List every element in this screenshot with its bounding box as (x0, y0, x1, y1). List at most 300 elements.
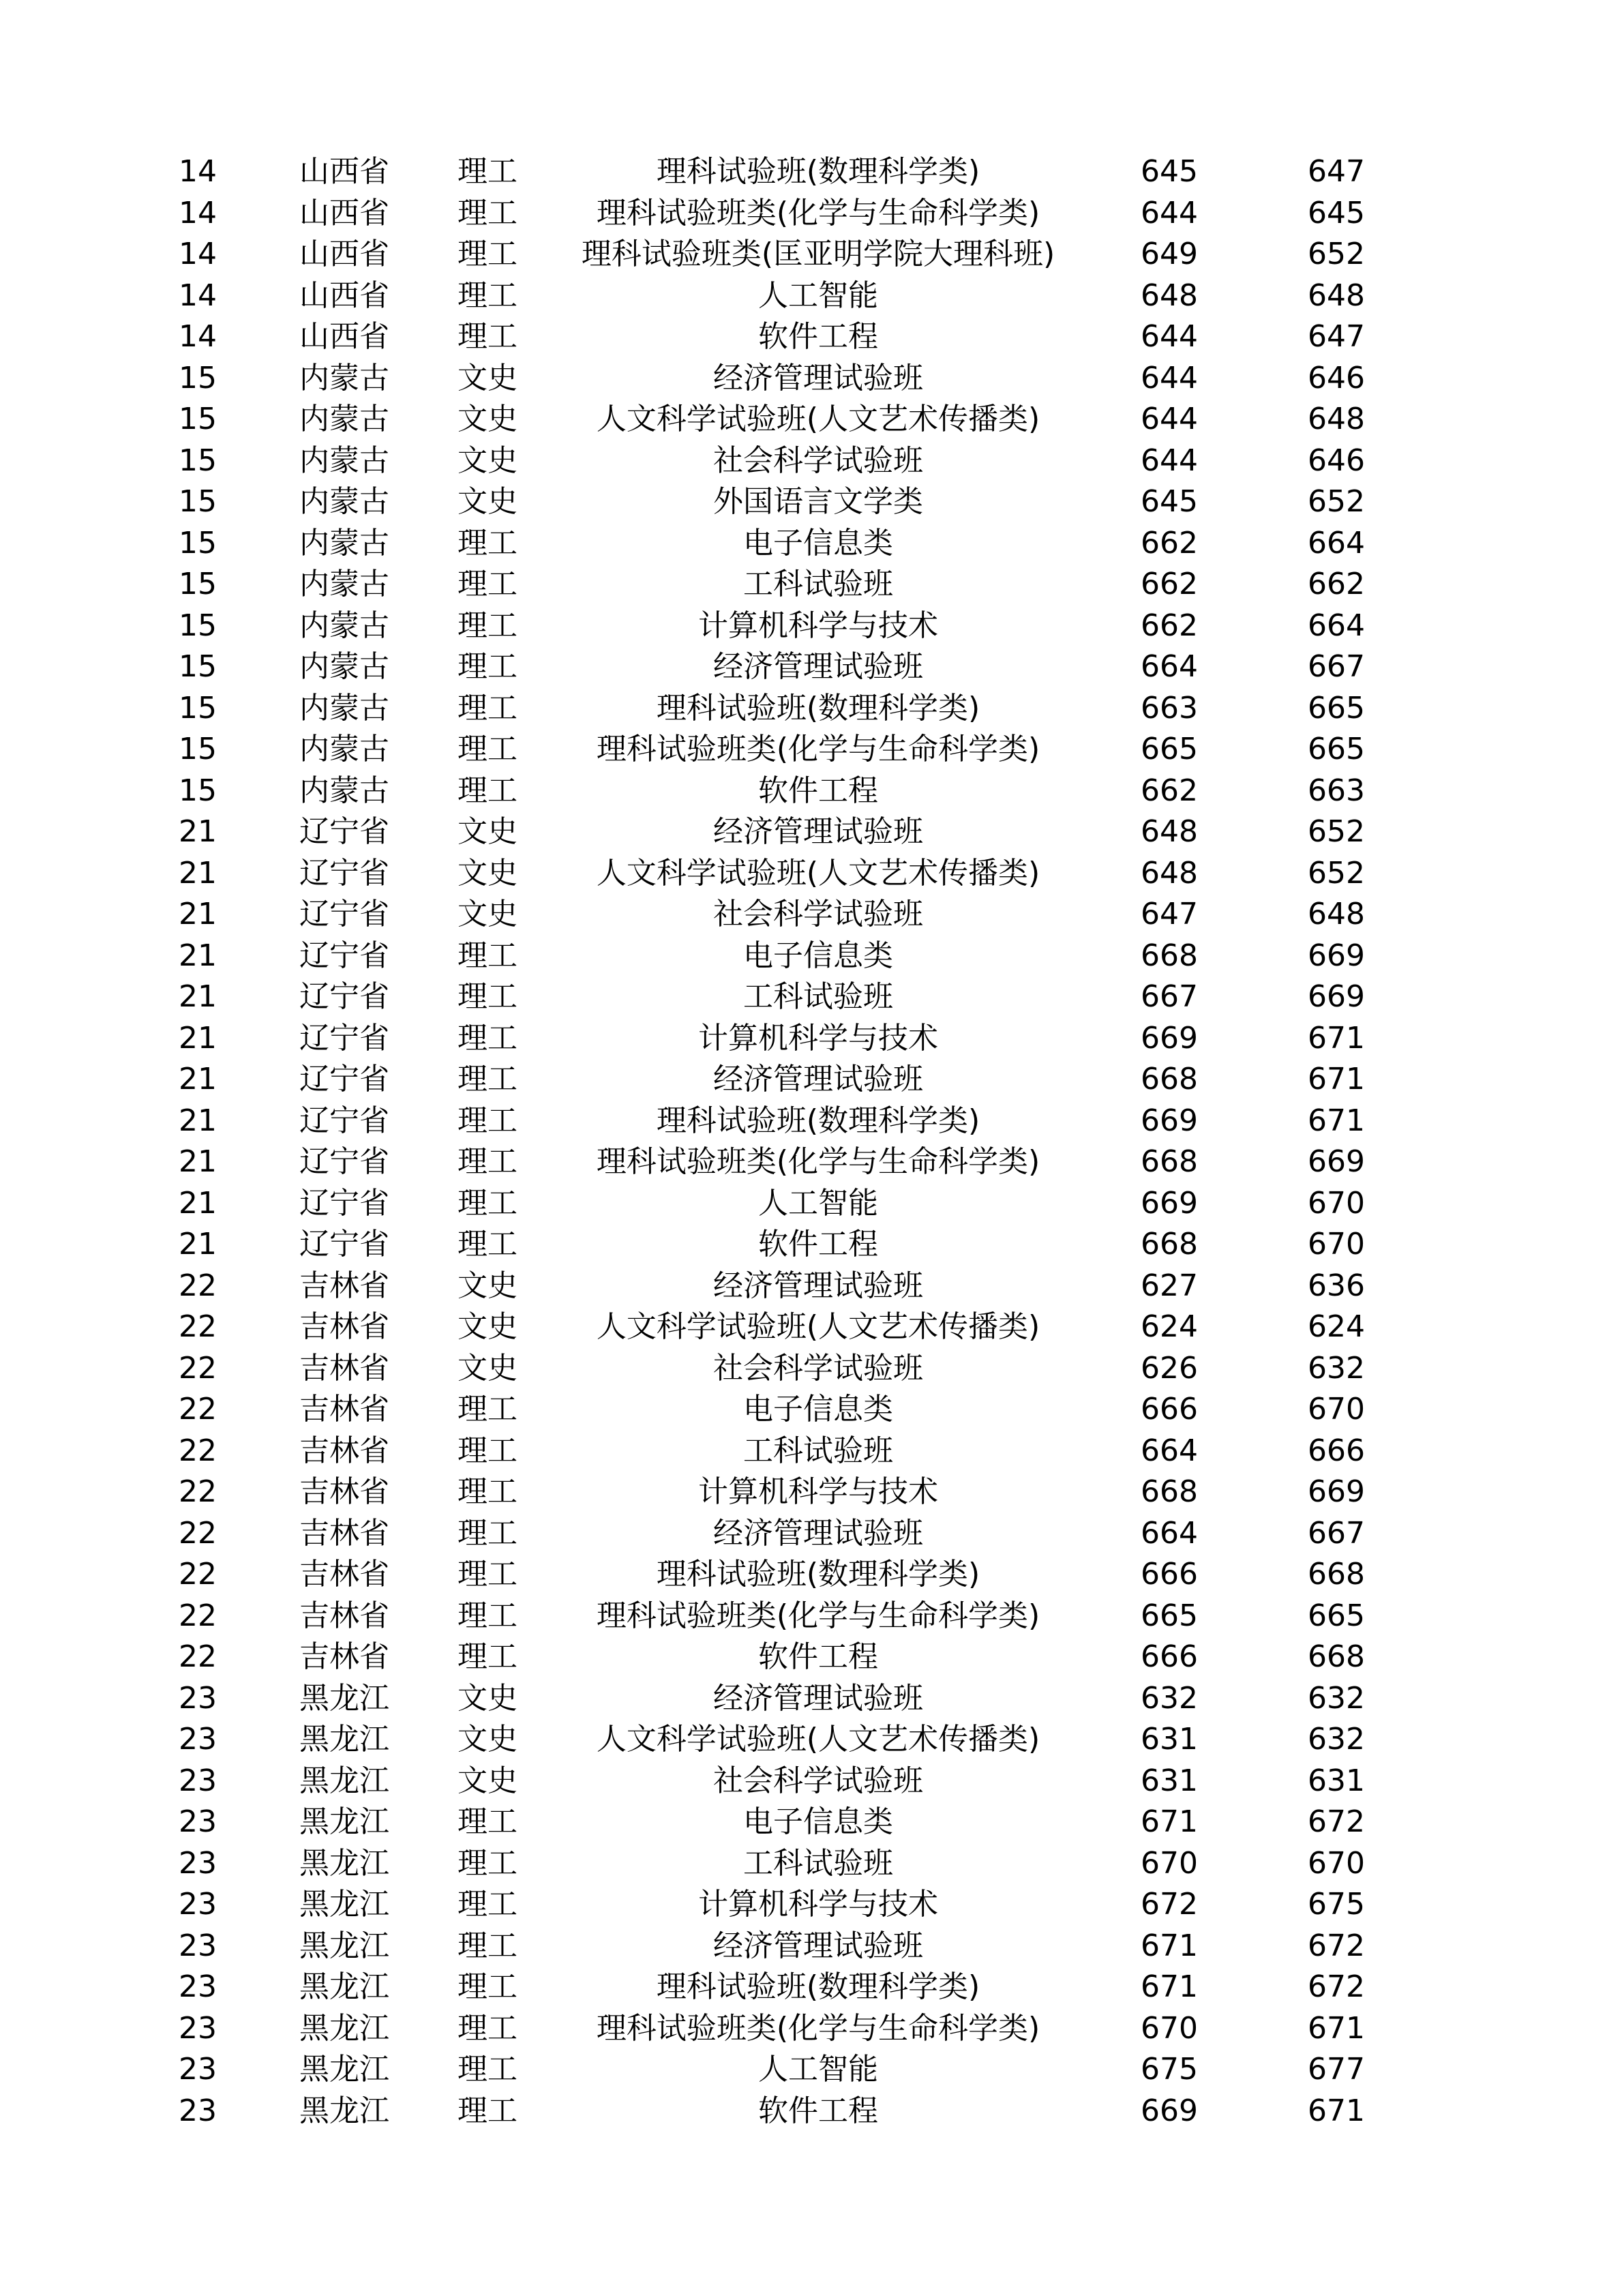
province-cell: 内蒙古 (299, 567, 389, 601)
province-code-cell: 15 (179, 690, 217, 726)
major-cell: 理科试验班(数理科学类) (656, 1969, 980, 2004)
min-score-cell: 664 (1141, 1515, 1198, 1551)
max-score-cell: 669 (1308, 979, 1365, 1014)
table-row (0, 729, 1622, 771)
max-score-cell: 664 (1308, 525, 1365, 561)
min-score-cell: 644 (1141, 319, 1198, 354)
min-score-cell: 671 (1141, 1969, 1198, 2004)
province-code-cell: 21 (179, 1103, 217, 1138)
major-cell: 理科试验班类(化学与生命科学类) (596, 732, 1040, 766)
province-code-cell: 21 (179, 897, 217, 931)
table-row (0, 1596, 1622, 1637)
province-code-cell: 21 (179, 1144, 217, 1179)
province-cell: 黑龙江 (299, 1722, 389, 1757)
province-cell: 吉林省 (299, 1309, 389, 1344)
province-cell: 山西省 (299, 319, 389, 354)
major-cell: 外国语言文学类 (713, 484, 923, 519)
subject-category-cell: 文史 (457, 855, 517, 891)
province-code-cell: 23 (179, 1763, 217, 1798)
subject-category-cell: 理工 (457, 1433, 517, 1468)
subject-category-cell: 理工 (457, 525, 517, 561)
min-score-cell: 644 (1141, 402, 1198, 436)
max-score-cell: 646 (1308, 360, 1365, 396)
table-row (0, 1307, 1622, 1348)
min-score-cell: 626 (1141, 1350, 1198, 1386)
max-score-cell: 648 (1308, 402, 1365, 436)
min-score-cell: 669 (1141, 1185, 1198, 1221)
min-score-cell: 668 (1141, 1062, 1198, 1097)
major-cell: 理科试验班(数理科学类) (656, 154, 980, 189)
province-cell: 黑龙江 (299, 1804, 389, 1839)
min-score-cell: 662 (1141, 525, 1198, 561)
subject-category-cell: 理工 (457, 1969, 517, 2004)
table-row (0, 1224, 1622, 1266)
subject-category-cell: 文史 (457, 1309, 517, 1344)
province-code-cell: 22 (179, 1474, 217, 1509)
major-cell: 理科试验班(数理科学类) (656, 690, 980, 726)
province-code-cell: 22 (179, 1392, 217, 1427)
subject-category-cell: 文史 (457, 897, 517, 931)
table-row (0, 1101, 1622, 1142)
major-cell: 计算机科学与技术 (698, 1020, 938, 1056)
table-row (0, 193, 1622, 235)
max-score-cell: 645 (1308, 195, 1365, 230)
subject-category-cell: 理工 (457, 1062, 517, 1097)
province-code-cell: 15 (179, 402, 217, 436)
max-score-cell: 672 (1308, 1969, 1365, 2004)
subject-category-cell: 理工 (457, 237, 517, 271)
subject-category-cell: 理工 (457, 1639, 517, 1674)
subject-category-cell: 文史 (457, 484, 517, 519)
province-code-cell: 21 (179, 1020, 217, 1056)
table-row (0, 1142, 1622, 1183)
major-cell: 软件工程 (758, 1227, 878, 1262)
major-cell: 社会科学试验班 (713, 1350, 923, 1386)
province-cell: 黑龙江 (299, 1845, 389, 1881)
province-cell: 吉林省 (299, 1515, 389, 1551)
max-score-cell: 636 (1308, 1268, 1365, 1303)
province-cell: 内蒙古 (299, 608, 389, 643)
table-row (0, 1059, 1622, 1101)
min-score-cell: 662 (1141, 773, 1198, 808)
province-cell: 内蒙古 (299, 443, 389, 478)
province-cell: 黑龙江 (299, 1887, 389, 1922)
major-cell: 计算机科学与技术 (698, 608, 938, 643)
table-row (0, 316, 1622, 358)
major-cell: 理科试验班(数理科学类) (656, 1103, 980, 1138)
table-row (0, 646, 1622, 688)
table-row (0, 936, 1622, 977)
major-cell: 人文科学试验班(人文艺术传播类) (596, 855, 1040, 891)
province-code-cell: 21 (179, 1227, 217, 1262)
max-score-cell: 671 (1308, 1062, 1365, 1097)
max-score-cell: 648 (1308, 897, 1365, 931)
table-row (0, 1266, 1622, 1307)
table-row (0, 1018, 1622, 1060)
max-score-cell: 652 (1308, 855, 1365, 891)
table-row (0, 688, 1622, 730)
min-score-cell: 649 (1141, 237, 1198, 271)
table-row (0, 358, 1622, 400)
major-cell: 理科试验班类(化学与生命科学类) (596, 2010, 1040, 2046)
province-code-cell: 15 (179, 732, 217, 766)
major-cell: 软件工程 (758, 773, 878, 808)
province-code-cell: 21 (179, 814, 217, 849)
table-row (0, 1389, 1622, 1431)
province-cell: 吉林省 (299, 1474, 389, 1509)
max-score-cell: 666 (1308, 1433, 1365, 1468)
max-score-cell: 671 (1308, 2093, 1365, 2128)
province-cell: 辽宁省 (299, 855, 389, 891)
province-code-cell: 23 (179, 1928, 217, 1963)
major-cell: 电子信息类 (743, 525, 893, 561)
table-row (0, 2049, 1622, 2091)
subject-category-cell: 理工 (457, 2010, 517, 2046)
province-cell: 内蒙古 (299, 773, 389, 808)
major-cell: 电子信息类 (743, 1804, 893, 1839)
major-cell: 经济管理试验班 (713, 360, 923, 396)
min-score-cell: 669 (1141, 1103, 1198, 1138)
major-cell: 经济管理试验班 (713, 649, 923, 684)
max-score-cell: 648 (1308, 278, 1365, 313)
province-cell: 吉林省 (299, 1639, 389, 1674)
subject-category-cell: 理工 (457, 1144, 517, 1179)
province-code-cell: 15 (179, 567, 217, 601)
min-score-cell: 675 (1141, 2052, 1198, 2087)
province-code-cell: 14 (179, 154, 217, 189)
province-cell: 吉林省 (299, 1557, 389, 1592)
min-score-cell: 631 (1141, 1722, 1198, 1757)
subject-category-cell: 理工 (457, 1515, 517, 1551)
max-score-cell: 670 (1308, 1227, 1365, 1262)
subject-category-cell: 理工 (457, 690, 517, 726)
admission-score-table (0, 151, 1622, 2132)
min-score-cell: 664 (1141, 1433, 1198, 1468)
province-cell: 内蒙古 (299, 484, 389, 519)
min-score-cell: 666 (1141, 1557, 1198, 1592)
province-code-cell: 21 (179, 979, 217, 1014)
major-cell: 人工智能 (758, 1185, 878, 1221)
min-score-cell: 668 (1141, 1227, 1198, 1262)
province-cell: 辽宁省 (299, 938, 389, 973)
subject-category-cell: 理工 (457, 938, 517, 973)
subject-category-cell: 文史 (457, 1680, 517, 1716)
province-code-cell: 15 (179, 773, 217, 808)
province-code-cell: 23 (179, 1722, 217, 1757)
major-cell: 计算机科学与技术 (698, 1474, 938, 1509)
major-cell: 工科试验班 (743, 979, 893, 1014)
min-score-cell: 645 (1141, 484, 1198, 519)
table-row (0, 2008, 1622, 2050)
subject-category-cell: 理工 (457, 773, 517, 808)
min-score-cell: 624 (1141, 1309, 1198, 1344)
max-score-cell: 669 (1308, 1474, 1365, 1509)
province-code-cell: 23 (179, 2010, 217, 2046)
province-cell: 辽宁省 (299, 1185, 389, 1221)
max-score-cell: 632 (1308, 1350, 1365, 1386)
max-score-cell: 652 (1308, 237, 1365, 271)
major-cell: 经济管理试验班 (713, 1928, 923, 1963)
major-cell: 社会科学试验班 (713, 1763, 923, 1798)
province-cell: 山西省 (299, 278, 389, 313)
major-cell: 经济管理试验班 (713, 814, 923, 849)
subject-category-cell: 理工 (457, 1227, 517, 1262)
province-cell: 吉林省 (299, 1350, 389, 1386)
province-cell: 吉林省 (299, 1433, 389, 1468)
province-code-cell: 22 (179, 1350, 217, 1386)
province-cell: 内蒙古 (299, 525, 389, 561)
major-cell: 电子信息类 (743, 1392, 893, 1427)
table-row (0, 234, 1622, 275)
subject-category-cell: 文史 (457, 443, 517, 478)
subject-category-cell: 理工 (457, 195, 517, 230)
major-cell: 电子信息类 (743, 938, 893, 973)
subject-category-cell: 理工 (457, 732, 517, 766)
min-score-cell: 666 (1141, 1392, 1198, 1427)
table-row (0, 151, 1622, 193)
max-score-cell: 647 (1308, 154, 1365, 189)
min-score-cell: 668 (1141, 938, 1198, 973)
major-cell: 人文科学试验班(人文艺术传播类) (596, 402, 1040, 436)
province-cell: 山西省 (299, 237, 389, 271)
subject-category-cell: 理工 (457, 1804, 517, 1839)
table-row (0, 976, 1622, 1018)
max-score-cell: 646 (1308, 443, 1365, 478)
province-cell: 黑龙江 (299, 2010, 389, 2046)
major-cell: 软件工程 (758, 2093, 878, 2128)
min-score-cell: 648 (1141, 278, 1198, 313)
max-score-cell: 668 (1308, 1557, 1365, 1592)
province-code-cell: 22 (179, 1598, 217, 1633)
min-score-cell: 668 (1141, 1474, 1198, 1509)
province-code-cell: 15 (179, 484, 217, 519)
province-code-cell: 22 (179, 1515, 217, 1551)
table-row (0, 1802, 1622, 1843)
table-row (0, 2091, 1622, 2132)
major-cell: 工科试验班 (743, 1845, 893, 1881)
major-cell: 理科试验班类(化学与生命科学类) (596, 1144, 1040, 1179)
province-code-cell: 22 (179, 1268, 217, 1303)
province-code-cell: 21 (179, 1185, 217, 1221)
min-score-cell: 631 (1141, 1763, 1198, 1798)
max-score-cell: 670 (1308, 1392, 1365, 1427)
min-score-cell: 669 (1141, 1020, 1198, 1056)
province-code-cell: 22 (179, 1639, 217, 1674)
min-score-cell: 648 (1141, 814, 1198, 849)
table-row (0, 894, 1622, 936)
table-row (0, 441, 1622, 482)
max-score-cell: 668 (1308, 1639, 1365, 1674)
province-cell: 辽宁省 (299, 1062, 389, 1097)
province-code-cell: 21 (179, 855, 217, 891)
subject-category-cell: 理工 (457, 2052, 517, 2087)
province-code-cell: 22 (179, 1309, 217, 1344)
min-score-cell: 671 (1141, 1928, 1198, 1963)
subject-category-cell: 理工 (457, 1928, 517, 1963)
max-score-cell: 671 (1308, 1103, 1365, 1138)
min-score-cell: 648 (1141, 855, 1198, 891)
table-row (0, 1348, 1622, 1390)
province-cell: 辽宁省 (299, 979, 389, 1014)
subject-category-cell: 理工 (457, 1474, 517, 1509)
table-row (0, 1967, 1622, 2008)
min-score-cell: 663 (1141, 690, 1198, 726)
province-code-cell: 22 (179, 1433, 217, 1468)
province-cell: 内蒙古 (299, 649, 389, 684)
province-code-cell: 14 (179, 195, 217, 230)
max-score-cell: 667 (1308, 1515, 1365, 1551)
province-cell: 吉林省 (299, 1268, 389, 1303)
max-score-cell: 624 (1308, 1309, 1365, 1344)
max-score-cell: 665 (1308, 1598, 1365, 1633)
major-cell: 人文科学试验班(人文艺术传播类) (596, 1722, 1040, 1757)
major-cell: 社会科学试验班 (713, 897, 923, 931)
major-cell: 社会科学试验班 (713, 443, 923, 478)
subject-category-cell: 文史 (457, 1268, 517, 1303)
province-cell: 内蒙古 (299, 402, 389, 436)
major-cell: 人文科学试验班(人文艺术传播类) (596, 1309, 1040, 1344)
min-score-cell: 666 (1141, 1639, 1198, 1674)
province-cell: 黑龙江 (299, 1969, 389, 2004)
min-score-cell: 668 (1141, 1144, 1198, 1179)
major-cell: 软件工程 (758, 319, 878, 354)
subject-category-cell: 理工 (457, 1598, 517, 1633)
max-score-cell: 667 (1308, 649, 1365, 684)
subject-category-cell: 文史 (457, 360, 517, 396)
province-cell: 黑龙江 (299, 1928, 389, 1963)
major-cell: 经济管理试验班 (713, 1515, 923, 1551)
province-code-cell: 23 (179, 1845, 217, 1881)
province-code-cell: 15 (179, 360, 217, 396)
subject-category-cell: 文史 (457, 814, 517, 849)
subject-category-cell: 理工 (457, 1185, 517, 1221)
table-row (0, 1183, 1622, 1225)
max-score-cell: 631 (1308, 1763, 1365, 1798)
major-cell: 经济管理试验班 (713, 1268, 923, 1303)
table-row (0, 1843, 1622, 1885)
province-code-cell: 14 (179, 237, 217, 271)
province-code-cell: 15 (179, 649, 217, 684)
min-score-cell: 662 (1141, 608, 1198, 643)
table-row (0, 1472, 1622, 1513)
major-cell: 人工智能 (758, 2052, 878, 2087)
max-score-cell: 675 (1308, 1887, 1365, 1922)
min-score-cell: 644 (1141, 195, 1198, 230)
province-cell: 吉林省 (299, 1598, 389, 1633)
province-cell: 黑龙江 (299, 2052, 389, 2087)
max-score-cell: 647 (1308, 319, 1365, 354)
min-score-cell: 672 (1141, 1887, 1198, 1922)
subject-category-cell: 理工 (457, 1392, 517, 1427)
max-score-cell: 652 (1308, 484, 1365, 519)
table-row (0, 523, 1622, 565)
max-score-cell: 632 (1308, 1722, 1365, 1757)
subject-category-cell: 理工 (457, 1887, 517, 1922)
max-score-cell: 670 (1308, 1185, 1365, 1221)
table-row (0, 606, 1622, 647)
province-code-cell: 23 (179, 2093, 217, 2128)
province-cell: 黑龙江 (299, 1680, 389, 1716)
province-code-cell: 22 (179, 1557, 217, 1592)
max-score-cell: 632 (1308, 1680, 1365, 1716)
subject-category-cell: 理工 (457, 2093, 517, 2128)
table-row (0, 1637, 1622, 1678)
table-row (0, 399, 1622, 441)
province-cell: 辽宁省 (299, 1103, 389, 1138)
subject-category-cell: 文史 (457, 1350, 517, 1386)
major-cell: 理科试验班类(匡亚明学院大理科班) (581, 237, 1055, 271)
major-cell: 理科试验班类(化学与生命科学类) (596, 1598, 1040, 1633)
min-score-cell: 644 (1141, 443, 1198, 478)
major-cell: 工科试验班 (743, 1433, 893, 1468)
min-score-cell: 645 (1141, 154, 1198, 189)
max-score-cell: 662 (1308, 567, 1365, 601)
min-score-cell: 647 (1141, 897, 1198, 931)
subject-category-cell: 理工 (457, 1020, 517, 1056)
max-score-cell: 665 (1308, 690, 1365, 726)
max-score-cell: 671 (1308, 2010, 1365, 2046)
province-cell: 辽宁省 (299, 897, 389, 931)
subject-category-cell: 理工 (457, 1557, 517, 1592)
max-score-cell: 672 (1308, 1804, 1365, 1839)
province-code-cell: 23 (179, 2052, 217, 2087)
province-code-cell: 15 (179, 443, 217, 478)
min-score-cell: 664 (1141, 649, 1198, 684)
province-cell: 内蒙古 (299, 690, 389, 726)
province-cell: 黑龙江 (299, 2093, 389, 2128)
max-score-cell: 671 (1308, 1020, 1365, 1056)
major-cell: 计算机科学与技术 (698, 1887, 938, 1922)
table-row (0, 1431, 1622, 1472)
province-code-cell: 14 (179, 319, 217, 354)
table-row (0, 1761, 1622, 1802)
max-score-cell: 663 (1308, 773, 1365, 808)
major-cell: 人工智能 (758, 278, 878, 313)
min-score-cell: 670 (1141, 2010, 1198, 2046)
max-score-cell: 677 (1308, 2052, 1365, 2087)
table-row (0, 853, 1622, 895)
province-cell: 辽宁省 (299, 814, 389, 849)
province-cell: 辽宁省 (299, 1144, 389, 1179)
province-cell: 内蒙古 (299, 360, 389, 396)
subject-category-cell: 理工 (457, 608, 517, 643)
max-score-cell: 670 (1308, 1845, 1365, 1881)
subject-category-cell: 理工 (457, 649, 517, 684)
province-code-cell: 23 (179, 1804, 217, 1839)
major-cell: 经济管理试验班 (713, 1680, 923, 1716)
province-code-cell: 14 (179, 278, 217, 313)
subject-category-cell: 理工 (457, 979, 517, 1014)
table-row (0, 275, 1622, 317)
min-score-cell: 671 (1141, 1804, 1198, 1839)
province-cell: 山西省 (299, 195, 389, 230)
province-code-cell: 23 (179, 1969, 217, 2004)
subject-category-cell: 理工 (457, 567, 517, 601)
table-row (0, 771, 1622, 812)
province-cell: 山西省 (299, 154, 389, 189)
province-code-cell: 21 (179, 938, 217, 973)
province-cell: 辽宁省 (299, 1227, 389, 1262)
max-score-cell: 665 (1308, 732, 1365, 766)
max-score-cell: 669 (1308, 1144, 1365, 1179)
province-cell: 辽宁省 (299, 1020, 389, 1056)
province-code-cell: 15 (179, 525, 217, 561)
subject-category-cell: 文史 (457, 402, 517, 436)
table-row (0, 811, 1622, 853)
major-cell: 工科试验班 (743, 567, 893, 601)
subject-category-cell: 理工 (457, 319, 517, 354)
min-score-cell: 644 (1141, 360, 1198, 396)
